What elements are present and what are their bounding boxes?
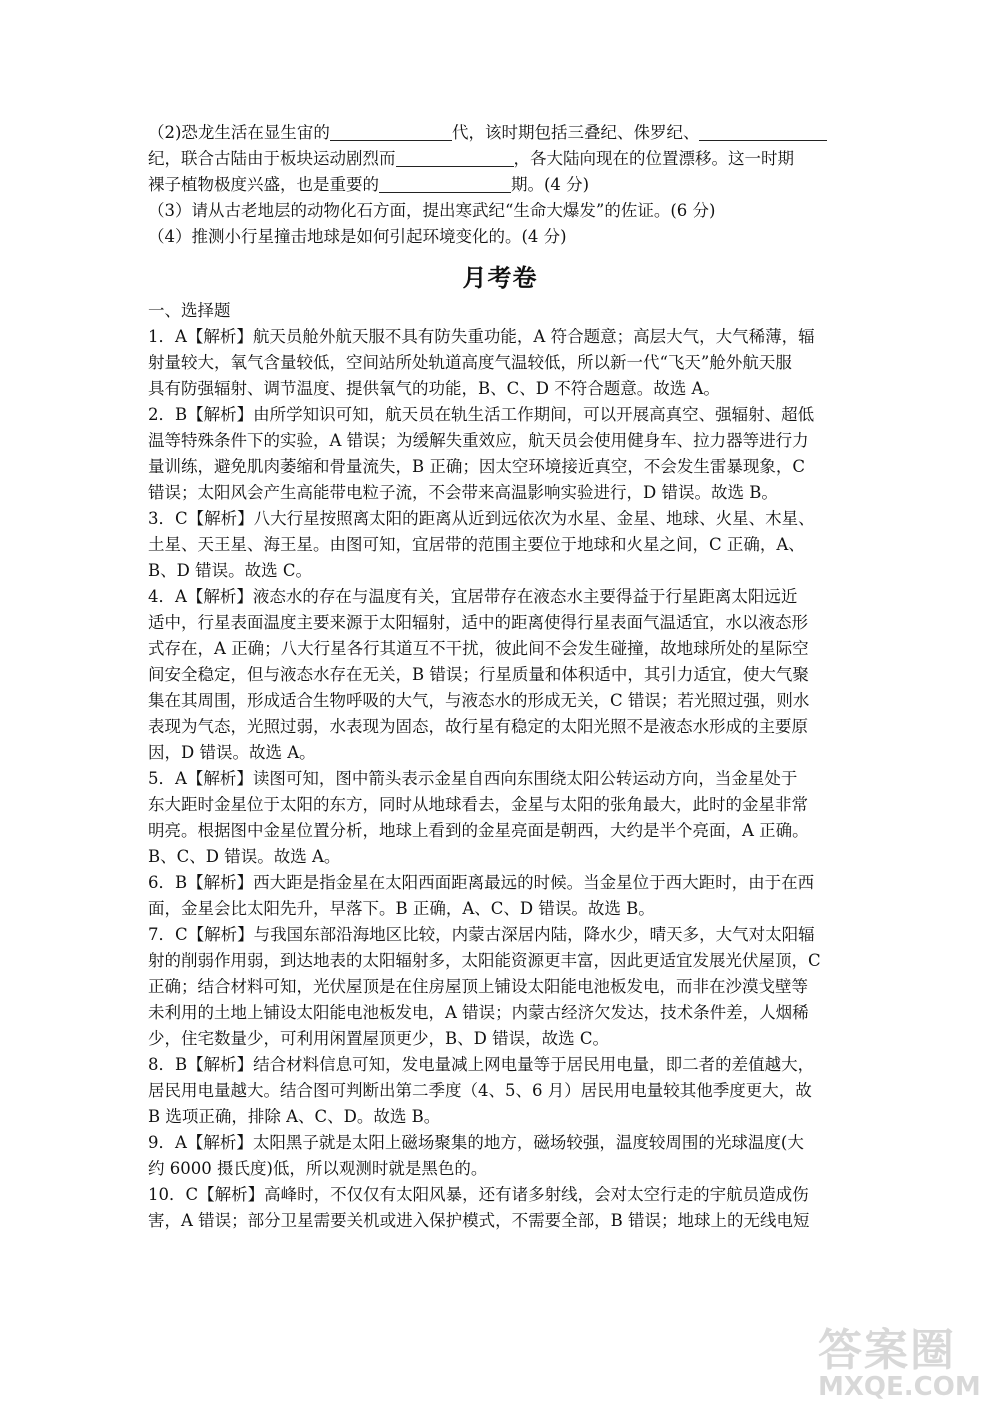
question-4: （4）推测小行星撞击地球是如何引起环境变化的。(4 分) [148,227,567,246]
answer-line: 射的削弱作用弱，到达地表的太阳辐射多，太阳能资源更丰富，因此更适宜发展光伏屋顶，C [148,951,821,970]
answer-line: 表现为气态，光照过弱，水表现为固态，故行星有稳定的太阳光照不是液态水形成的主要原 [148,717,808,736]
answer-line: 东大距时金星位于太阳的东方，同时从地球看去，金星与太阳的张角最大，此时的金星非常 [148,795,808,814]
answer-line: 居民用电量越大。结合图可判断出第二季度（4、5、6 月）居民用电量较其他季度更大，故 [148,1081,812,1100]
answer-line: 射量较大，氧气含量较低，空间站所处轨道高度气温较低，所以新一代“飞天”舱外航天服 [148,353,792,372]
blank-4 [379,174,511,193]
answer-line: 3．C【解析】八大行星按照离太阳的距离从近到远依次为水星、金星、地球、火星、木星、 [148,509,815,528]
answer-line: 7．C【解析】与我国东部沿海地区比较，内蒙古深居内陆，降水少，晴天多，大气对太阳辐 [148,925,815,944]
answer-line: 集在其周围，形成适合生物呼吸的大气，与液态水的形成无关，C 错误；若光照过强，则水 [148,691,810,710]
answer-line: 2．B【解析】由所学知识可知，航天员在轨生活工作期间，可以开展高真空、强辐射、超低 [148,405,815,424]
answer-line: 1．A【解析】航天员舱外航天服不具有防失重功能，A 符合题意；高层大气，大气稀薄，辐 [148,327,815,346]
q2-text-4: ，各大陆向现在的位置漂移。这一时期 [513,149,794,168]
q2-text-5: 裸子植物极度兴盛，也是重要的 [148,175,379,194]
blank-1 [330,122,452,141]
answer-line: 8．B【解析】结合材料信息可知，发电量减上网电量等于居民用电量，即二者的差值越大， [148,1055,815,1074]
answer-3 [148,506,860,584]
section-heading: 一、选择题 [148,301,231,320]
answer-9 [148,1130,860,1182]
answer-line: 温等特殊条件下的实验，A 错误；为缓解失重效应，航天员会使用健身车、拉力器等进行力 [148,431,809,450]
answer-line: B 选项正确，排除 A、C、D。故选 B。 [148,1107,441,1126]
answer-8 [148,1052,860,1130]
answer-line: 6．B【解析】西大距是指金星在太阳西面距离最远的时候。当金星位于西大距时，由于在西 [148,873,815,892]
q2-line-1 [148,120,860,146]
watermark-logo [818,1314,981,1404]
q2-text-1: （2)恐龙生活在显生宙的 [148,123,330,142]
q2-line-3 [148,172,860,198]
answer-line: 少，住宅数量少，可利用闲置屋顶更少，B、D 错误，故选 C。 [148,1029,609,1048]
question-2 [148,120,860,250]
answer-line: 9．A【解析】太阳黑子就是太阳上磁场聚集的地方，磁场较强，温度较周围的光球温度(大 [148,1133,804,1152]
answer-line: 间安全稳定，但与液态水存在无关，B 错误；行星质量和体积适中，其引力适宜，使大气聚 [148,665,809,684]
answer-line: 土星、天王星、海王星。由图可知，宜居带的范围主要位于地球和火星之间，C 正确，A、 [148,535,805,554]
answer-line: 害，A 错误；部分卫星需要关机或进入保护模式，不需要全部，B 错误；地球上的无线电短 [148,1211,810,1230]
answer-line: 未利用的土地上铺设太阳能电池板发电，A 错误；内蒙古经济欠发达，技术条件差，人烟稀 [148,1003,809,1022]
answer-line: 约 6000 摄氏度)低，所以观测时就是黑色的。 [148,1159,488,1178]
answer-1 [148,324,860,402]
answer-line: B、D 错误。故选 C。 [148,561,312,580]
watermark-mark: 答案圈 [818,1325,956,1376]
answer-line: 量训练，避免肌肉萎缩和骨量流失，B 正确；因太空环境接近真空，不会发生雷暴现象，C [148,457,805,476]
answer-section [148,298,860,1234]
answer-6 [148,870,860,922]
answer-7 [148,922,860,1052]
q2-text-6: 期。(4 分) [511,175,590,194]
answer-5 [148,766,860,870]
answer-line: 错误；太阳风会产生高能带电粒子流，不会带来高温影响实验进行，D 错误。故选 B。 [148,483,778,502]
answer-line: 10．C【解析】高峰时，不仅仅有太阳风暴，还有诸多射线，会对太空行走的宇航员造成伤 [148,1185,809,1204]
answer-4 [148,584,860,766]
answer-line: 面，金星会比太阳先升，早落下。B 正确，A、C、D 错误。故选 B。 [148,899,655,918]
answer-line: 因，D 错误。故选 A。 [148,743,316,762]
answer-line: 正确；结合材料可知，光伏屋顶是在住房屋顶上铺设太阳能电池板发电，而非在沙漠戈壁等 [148,977,808,996]
blank-3 [396,148,514,167]
answer-2 [148,402,860,506]
blank-2 [699,122,827,141]
watermark-site: MXQE.COM [818,1372,981,1402]
answer-line: 适中，行星表面温度主要来源于太阳辐射，适中的距离使得行星表面气温适宜，水以液态形 [148,613,808,632]
answer-line: 5．A【解析】读图可知，图中箭头表示金星自西向东围绕太阳公转运动方向，当金星处于 [148,769,798,788]
answer-line: 4．A【解析】液态水的存在与温度有关，宜居带存在液态水主要得益于行星距离太阳远近 [148,587,798,606]
page-title: 月考卷 [462,263,538,292]
q2-text-2: 代，该时期包括三叠纪、侏罗纪、 [451,123,700,142]
q2-line-2 [148,146,860,172]
answer-line: 具有防强辐射、调节温度、提供氧气的功能，B、C、D 不符合题意。故选 A。 [148,379,720,398]
answer-line: 明亮。根据图中金星位置分析，地球上看到的金星亮面是朝西，大约是半个亮面，A 正确。 [148,821,809,840]
answer-line: 式存在，A 正确；八大行星各行其道互不干扰，彼此间不会发生碰撞，故地球所处的星际空 [148,639,809,658]
question-3: （3）请从古老地层的动物化石方面，提出寒武纪“生命大爆发”的佐证。(6 分) [148,201,716,220]
answer-line: B、C、D 错误。故选 A。 [148,847,341,866]
q2-text-3: 纪，联合古陆由于板块运动剧烈而 [148,149,396,168]
answer-10 [148,1182,860,1234]
